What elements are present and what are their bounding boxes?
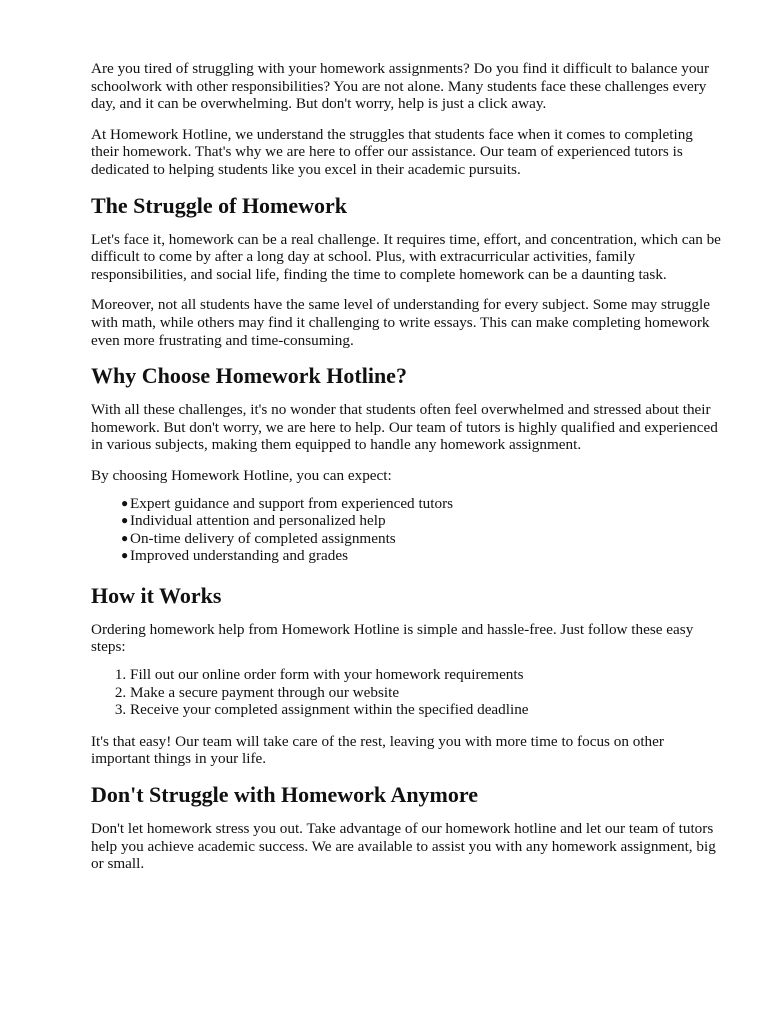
how-paragraph-2: It's that easy! Our team will take care of the rest, leaving you with more time to focus on other important things in your life. [91, 732, 664, 768]
list-item: ● Individual attention and personalized help [121, 512, 386, 530]
heading-how-it-works: How it Works [91, 582, 222, 608]
why-paragraph-2: By choosing Homework Hotline, you can expect: [91, 466, 392, 484]
document-page [91, 60, 721, 886]
heading-dont-struggle: Don't Struggle with Homework Anymore [91, 782, 479, 808]
benefits-list [91, 495, 721, 565]
struggle-paragraph-2: Moreover, not all students have the same level of understanding for every subject. Some may struggle with math, while others may find it challenging to write essays. This can make completing homework even more frustrating and time-consuming. [91, 296, 710, 349]
why-paragraph-1: With all these challenges, it's no wonder that students often feel overwhelmed and stressed about their homework. But don't worry, we are here to help. Our team of tutors is highly qualified and experienced in various subjects, making them equipped to handle any homework assignment. [91, 401, 718, 454]
list-item: 3. Receive your completed assignment within the specified deadline [130, 701, 721, 719]
heading-why-choose: Why Choose Homework Hotline? [91, 363, 407, 389]
intro-paragraph-1: Are you tired of struggling with your homework assignments? Do you find it difficult to balance your schoolwork with other responsibilities? You are not alone. Many students face these challenges every day, and it can be overwhelming. But don't worry, help is just a click away. [91, 60, 710, 113]
intro-paragraph-2: At Homework Hotline, we understand the struggles that students face when it comes to completing their homework. That's why we are here to offer our assistance. Our team of experienced tutors is dedicated to helping students like you excel in their academic pursuits. [91, 125, 693, 178]
dont-paragraph-1: Don't let homework stress you out. Take advantage of our homework hotline and let our team of tutors help you achieve academic success. We are available to assist you with any homework assignment, big or small. [91, 820, 716, 873]
bullet-icon: ● [121, 513, 129, 528]
bullet-icon: ● [121, 495, 129, 510]
list-item: ● Improved understanding and grades [121, 547, 349, 565]
bullet-icon: ● [121, 530, 129, 545]
struggle-paragraph-1: Let's face it, homework can be a real challenge. It requires time, effort, and concentration, which can be difficult to come by after a long day at school. Plus, with extracurricular activities, family responsibilities, and social life, finding the time to complete homework can be a daunting task. [91, 230, 721, 283]
bullet-icon: ● [121, 548, 129, 563]
heading-struggle: The Struggle of Homework [91, 192, 348, 218]
list-item: 1. Fill out our online order form with your homework requirements [130, 666, 721, 684]
list-item: 2. Make a secure payment through our website [130, 684, 721, 702]
list-item: ● On-time delivery of completed assignments [121, 529, 396, 547]
steps-list [91, 666, 721, 719]
list-item: ● Expert guidance and support from experienced tutors [121, 494, 454, 512]
how-paragraph-1: Ordering homework help from Homework Hotline is simple and hassle-free. Just follow these easy steps: [91, 620, 694, 656]
